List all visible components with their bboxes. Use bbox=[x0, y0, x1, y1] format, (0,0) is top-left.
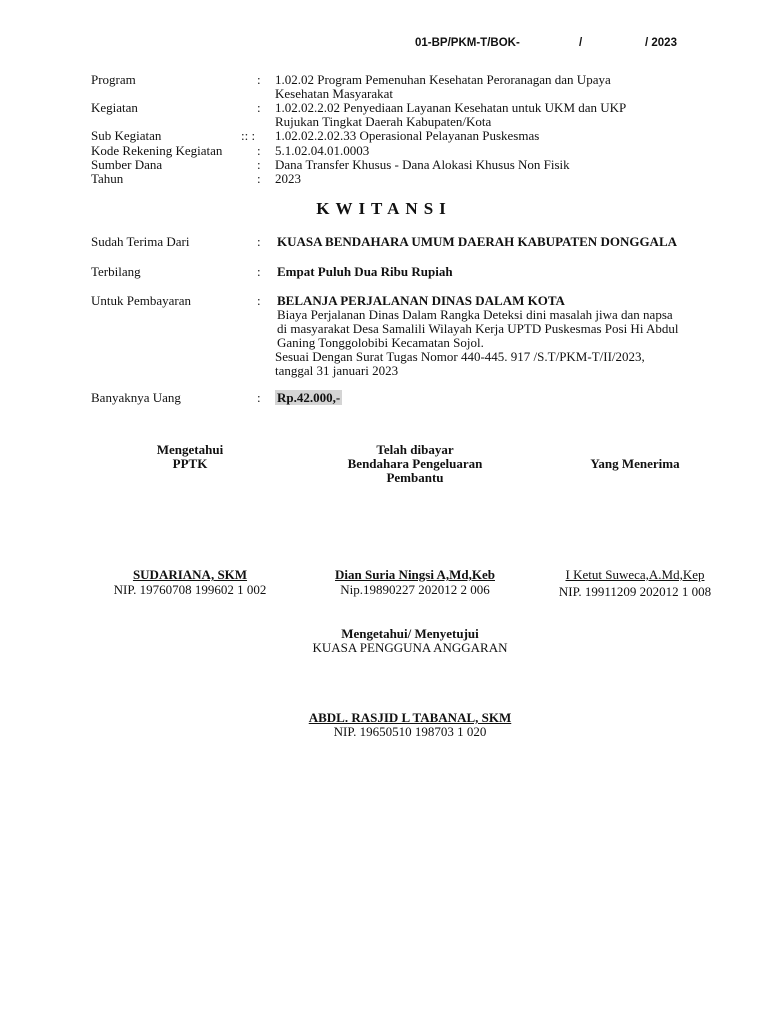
recipient-heading: Yang Menerima bbox=[590, 456, 680, 471]
activity-colon: : bbox=[257, 100, 261, 115]
payment-description-line5: tanggal 31 januari 2023 bbox=[275, 363, 399, 378]
activity-label: Kegiatan bbox=[91, 100, 138, 115]
year-value: 2023 bbox=[275, 171, 301, 186]
recipient-signatory-nip: NIP. 19911209 202012 1 008 bbox=[558, 584, 712, 599]
treasurer-signatory-name: Dian Suria Ningsi A,Md,Keb bbox=[334, 567, 495, 582]
program-label: Program bbox=[91, 72, 136, 87]
authority-signatory-name: ABDL. RASJID L TABANAL, SKM bbox=[308, 710, 512, 725]
year-label: Tahun bbox=[91, 171, 124, 186]
amount-words-colon: : bbox=[257, 264, 261, 279]
sub-activity-label: Sub Kegiatan bbox=[91, 128, 162, 143]
payment-for-label: Untuk Pembayaran bbox=[91, 293, 192, 308]
account-code-colon: : bbox=[257, 143, 261, 158]
pptk-heading-line1: Mengetahui bbox=[156, 442, 224, 457]
fund-source-colon: : bbox=[257, 157, 261, 172]
payment-description-line4: Sesuai Dengan Surat Tugas Nomor 440-445. 917 /S.T/PKM-T/II/2023, bbox=[275, 349, 645, 364]
pptk-heading-line2: PPTK bbox=[172, 456, 208, 471]
amount-label: Banyaknya Uang bbox=[91, 390, 181, 405]
account-code-value: 5.1.02.04.01.0003 bbox=[275, 143, 370, 158]
recipient-signatory-name: I Ketut Suweca,A.Md,Kep bbox=[565, 567, 705, 582]
document-title: KWITANSI bbox=[316, 199, 452, 218]
pptk-signatory-name: SUDARIANA, SKM bbox=[132, 567, 248, 582]
sub-activity-value: 1.02.02.2.02.33 Operasional Pelayanan Puskesmas bbox=[275, 128, 540, 143]
amount-colon: : bbox=[257, 390, 261, 405]
received-from-label: Sudah Terima Dari bbox=[91, 234, 190, 249]
sub-activity-colon: :: : bbox=[241, 128, 256, 143]
authority-heading-line1: Mengetahui/ Menyetujui bbox=[341, 626, 479, 641]
payment-for-value: BELANJA PERJALANAN DINAS DALAM KOTA bbox=[277, 293, 565, 308]
received-from-colon: : bbox=[257, 234, 261, 249]
authority-signatory-nip: NIP. 19650510 198703 1 020 bbox=[333, 724, 487, 739]
fund-source-value: Dana Transfer Khusus - Dana Alokasi Khusus Non Fisik bbox=[275, 157, 570, 172]
payment-for-colon: : bbox=[257, 293, 261, 308]
program-value-line1: 1.02.02 Program Pemenuhan Kesehatan Peroranagan dan Upaya bbox=[275, 72, 611, 87]
authority-heading-line2: KUASA PENGGUNA ANGGARAN bbox=[312, 640, 508, 655]
reference-code: 01-BP/PKM-T/BOK- bbox=[415, 37, 520, 49]
account-code-label: Kode Rekening Kegiatan bbox=[91, 143, 223, 158]
activity-value-line1: 1.02.02.2.02 Penyediaan Layanan Kesehatan untuk UKM dan UKP bbox=[275, 100, 627, 115]
payment-description-line1: Biaya Perjalanan Dinas Dalam Rangka Deteksi dini masalah jiwa dan napsa bbox=[277, 307, 673, 322]
treasurer-heading-line2: Bendahara Pengeluaran bbox=[347, 456, 483, 471]
payment-description-line2: di masyarakat Desa Samalili Wilayah Kerja UPTD Puskesmas Posi Hi Abdul bbox=[277, 321, 679, 336]
program-colon: : bbox=[257, 72, 261, 87]
amount-value: Rp.42.000,- bbox=[277, 390, 341, 405]
reference-separator: / bbox=[579, 37, 583, 49]
amount-words-label: Terbilang bbox=[91, 264, 141, 279]
received-from-value: KUASA BENDAHARA UMUM DAERAH KABUPATEN DONGGALA bbox=[277, 234, 678, 249]
treasurer-heading-line1: Telah dibayar bbox=[376, 442, 454, 457]
pptk-signatory-nip: NIP. 19760708 199602 1 002 bbox=[113, 582, 267, 597]
reference-year: / 2023 bbox=[645, 37, 677, 49]
treasurer-signatory-nip: Nip.19890227 202012 2 006 bbox=[340, 582, 490, 597]
activity-value-line2: Rujukan Tingkat Daerah Kabupaten/Kota bbox=[275, 114, 492, 129]
payment-description-line3: Ganing Tonggolobibi Kecamatan Sojol. bbox=[277, 335, 484, 350]
year-colon: : bbox=[257, 171, 261, 186]
fund-source-label: Sumber Dana bbox=[91, 157, 163, 172]
program-value-line2: Kesehatan Masyarakat bbox=[275, 86, 394, 101]
treasurer-heading-line3: Pembantu bbox=[386, 470, 444, 485]
amount-words-value: Empat Puluh Dua Ribu Rupiah bbox=[277, 264, 453, 279]
